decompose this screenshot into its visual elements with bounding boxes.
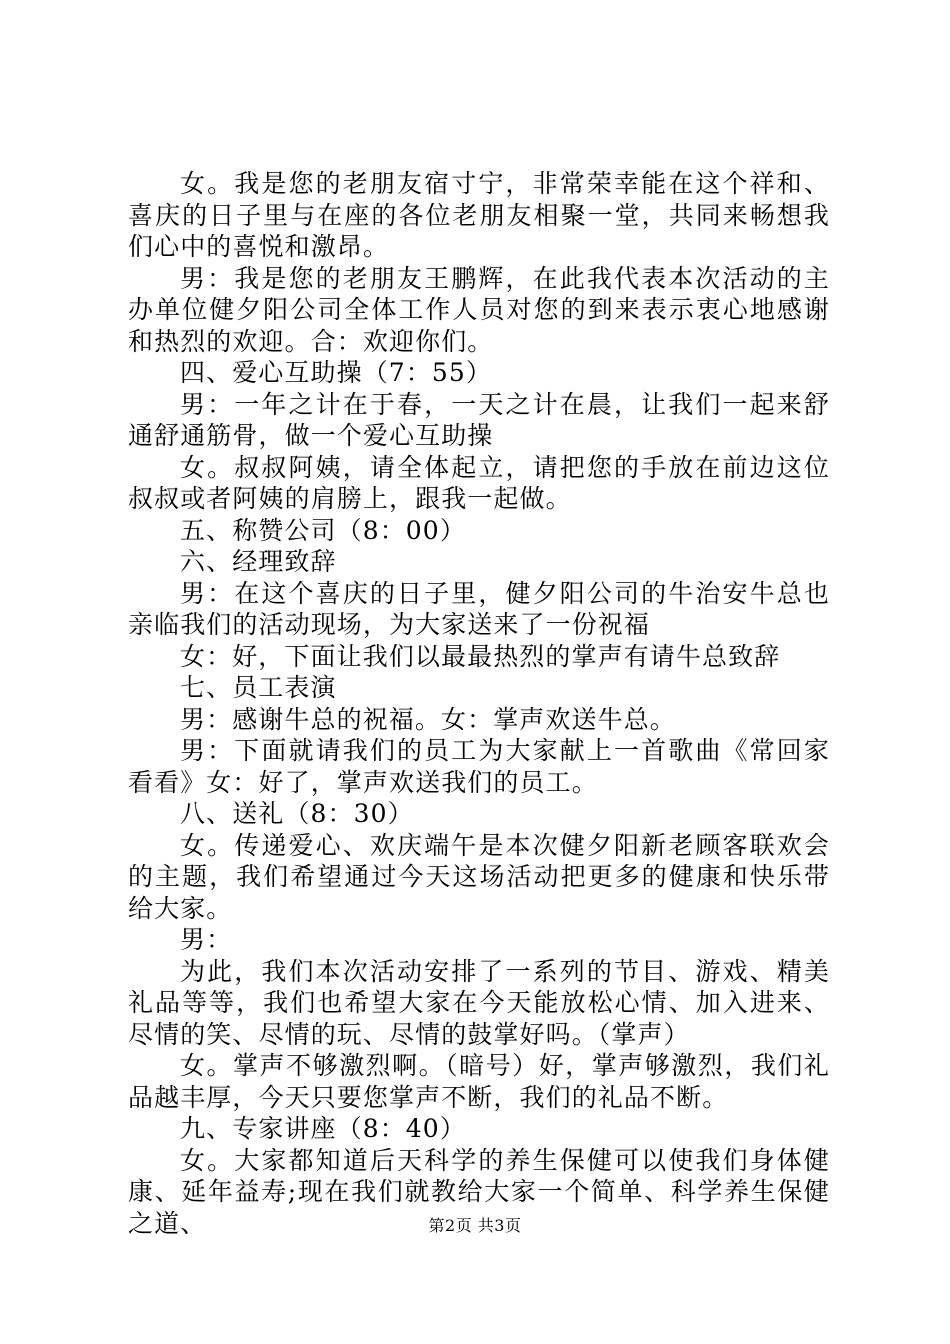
paragraph: 女。掌声不够激烈啊。（暗号）好，掌声够激烈，我们礼品越丰厚，今天只要您掌声不断，我们的礼品不断。 [128, 1051, 830, 1112]
document-body [128, 168, 830, 1239]
paragraph: 女。大家都知道后天科学的养生保健可以使我们身体健康、延年益寿;现在我们就教给大家一个简单、科学养生保健之道、 [128, 1145, 830, 1238]
paragraph: 女。我是您的老朋友宿寸宁，非常荣幸能在这个祥和、喜庆的日子里与在座的各位老朋友相聚一堂，共同来畅想我们心中的喜悦和激昂。 [128, 169, 830, 261]
section-heading: 四、爱心互助操（7：55） [180, 358, 493, 387]
paragraph: 男：我是您的老朋友王鹏辉，在此我代表本次活动的主办单位健夕阳公司全体工作人员对您的到来表示衷心地感谢和热烈的欢迎。合：欢迎你们。 [128, 263, 830, 356]
paragraph: 男：感谢牛总的祝福。女：掌声欢送牛总。 [180, 704, 676, 734]
paragraph: 男：一年之计在于春，一天之计在晨，让我们一起来舒通舒通筋骨，做一个爱心互助操 [128, 389, 830, 450]
paragraph: 女。传递爱心、欢庆端午是本次健夕阳新老顾客联欢会的主题，我们希望通过今天这场活动把更多的健康和快乐带给大家。 [128, 830, 830, 923]
page-footer: 第2页 共3页 [428, 1216, 522, 1235]
section-heading: 六、经理致辞 [180, 547, 337, 576]
paragraph: 女：好，下面让我们以最最热烈的掌声有请牛总致辞 [180, 641, 781, 671]
paragraph: 为此，我们本次活动安排了一系列的节目、游戏、精美礼品等等，我们也希望大家在今天能放松心情、加入进来、尽情的笑、尽情的玩、尽情的鼓掌好吗。（掌声） [128, 956, 830, 1049]
paragraph: 男：在这个喜庆的日子里，健夕阳公司的牛治安牛总也亲临我们的活动现场，为大家送来了一份祝福 [128, 578, 830, 639]
paragraph: 女。叔叔阿姨，请全体起立，请把您的手放在前边这位叔叔或者阿姨的肩膀上，跟我一起做。 [128, 452, 830, 513]
paragraph: 男： [180, 925, 233, 954]
section-heading: 五、称赞公司（8：00） [180, 515, 466, 545]
paragraph: 男：下面就请我们的员工为大家献上一首歌曲《常回家看看》女：好了，掌声欢送我们的员工。 [128, 736, 830, 797]
section-heading: 八、送礼（8：30） [180, 799, 414, 828]
section-heading: 九、专家讲座（8：40） [180, 1114, 466, 1143]
section-heading: 七、员工表演 [180, 673, 337, 702]
